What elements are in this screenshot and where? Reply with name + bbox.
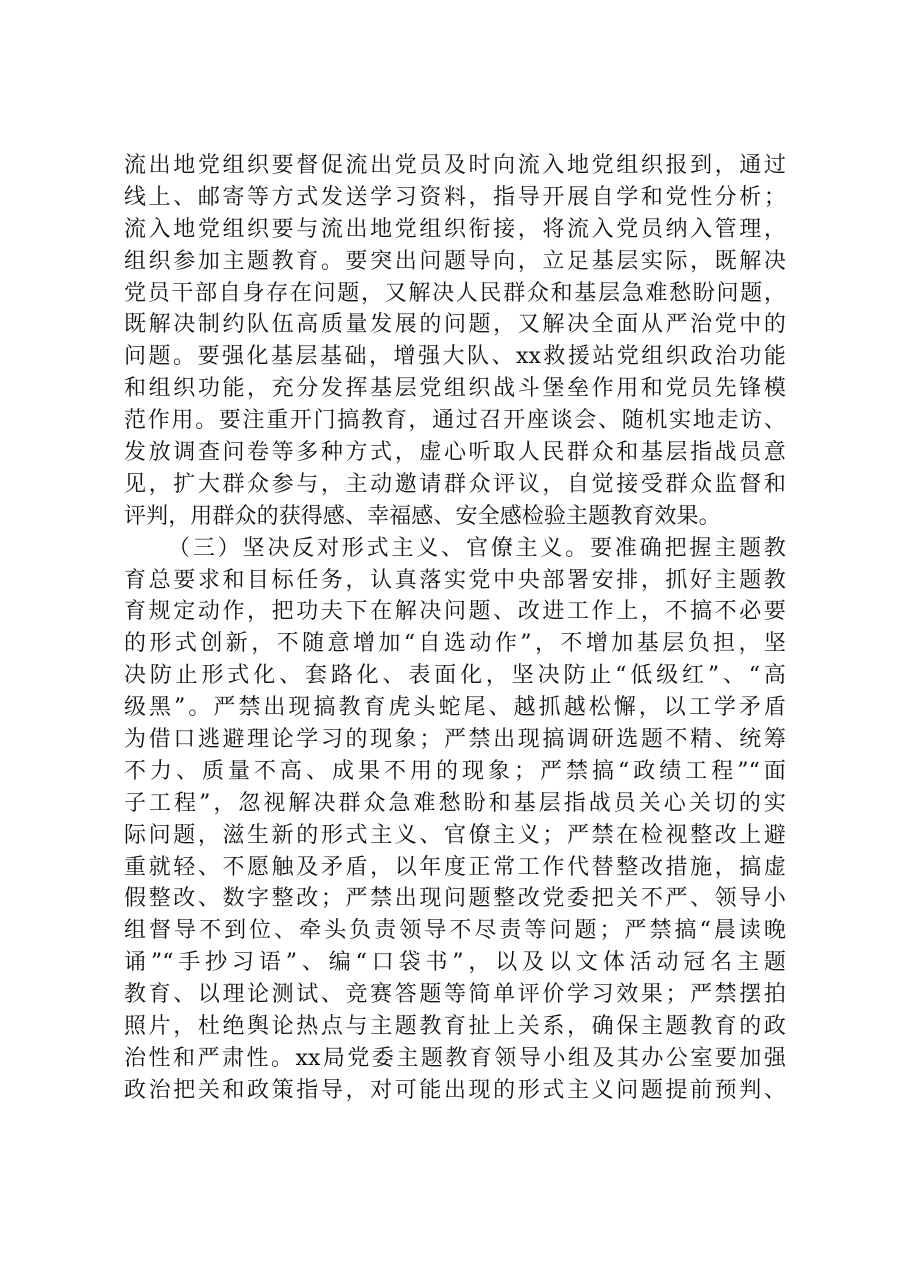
text-line: 育规定动作，把功夫下在解决问题、改进工作上，不搞不必要 [124, 599, 786, 625]
text-line: 线上、邮寄等方式发送学习资料，指导开展自学和党性分析； [124, 184, 786, 210]
text-line: 假整改、数字整改；严禁出现问题整改党委把关不严、领导小 [124, 886, 786, 912]
text-line: 重就轻、不愿触及矛盾，以年度正常工作代替整改措施，搞虚 [124, 854, 786, 880]
section-heading-line: （三）坚决反对形式主义、官僚主义。要准确把握主题教 [168, 535, 786, 561]
text-line: 组督导不到位、牵头负责领导不尽责等问题；严禁搞“晨读晚 [124, 918, 786, 944]
text-line: 问题。要强化基层基础，增强大队、xx救援站党组织政治功能 [124, 344, 786, 370]
text-line: 发放调查问卷等多种方式，虚心听取人民群众和基层指战员意 [124, 440, 786, 466]
text-line: 为借口逃避理论学习的现象；严禁出现搞调研选题不精、统筹 [124, 727, 786, 753]
text-line: 照片，杜绝舆论热点与主题教育扯上关系，确保主题教育的政 [124, 1014, 786, 1040]
text-line: 评判，用群众的获得感、幸福感、安全感检验主题教育效果。 [124, 503, 721, 529]
text-line: 级黑”。严禁出现搞教育虎头蛇尾、越抓越松懈，以工学矛盾 [124, 695, 786, 721]
text-line: 际问题，滋生新的形式主义、官僚主义；严禁在检视整改上避 [124, 822, 786, 848]
text-line: 治性和严肃性。xx局党委主题教育领导小组及其办公室要加强 [124, 1045, 786, 1071]
text-line: 子工程”，忽视解决群众急难愁盼和基层指战员关心关切的实 [124, 790, 786, 816]
text-line: 既解决制约队伍高质量发展的问题，又解决全面从严治党中的 [124, 312, 786, 338]
text-line: 不力、质量不高、成果不用的现象；严禁搞“政绩工程”“面 [124, 758, 786, 784]
text-line: 政治把关和政策指导，对可能出现的形式主义问题提前预判、 [124, 1077, 786, 1103]
text-line: 党员干部自身存在问题，又解决人民群众和基层急难愁盼问题， [124, 280, 786, 306]
text-line: 范作用。要注重开门搞教育，通过召开座谈会、随机实地走访、 [124, 408, 786, 434]
text-line: 育总要求和目标任务，认真落实党中央部署安排，抓好主题教 [124, 567, 786, 593]
text-line: 决防止形式化、套路化、表面化，坚决防止“低级红”、“高 [124, 663, 786, 689]
text-line: 流入地党组织要与流出地党组织衔接，将流入党员纳入管理， [124, 216, 786, 242]
body-text [124, 150, 786, 1107]
text-line: 和组织功能，充分发挥基层党组织战斗堡垒作用和党员先锋模 [124, 376, 786, 402]
text-line: 教育、以理论测试、竞赛答题等简单评价学习效果；严禁摆拍 [124, 982, 786, 1008]
text-line: 诵”“手抄习语”、编“口袋书”，以及以文体活动冠名主题 [124, 950, 786, 976]
text-line: 组织参加主题教育。要突出问题导向，立足基层实际，既解决 [124, 248, 786, 274]
text-line: 的形式创新，不随意增加“自选动作”，不增加基层负担，坚 [124, 631, 786, 657]
text-line: 流出地党组织要督促流出党员及时向流入地党组织报到，通过 [124, 153, 786, 178]
text-line: 见，扩大群众参与，主动邀请群众评议，自觉接受群众监督和 [124, 471, 786, 497]
